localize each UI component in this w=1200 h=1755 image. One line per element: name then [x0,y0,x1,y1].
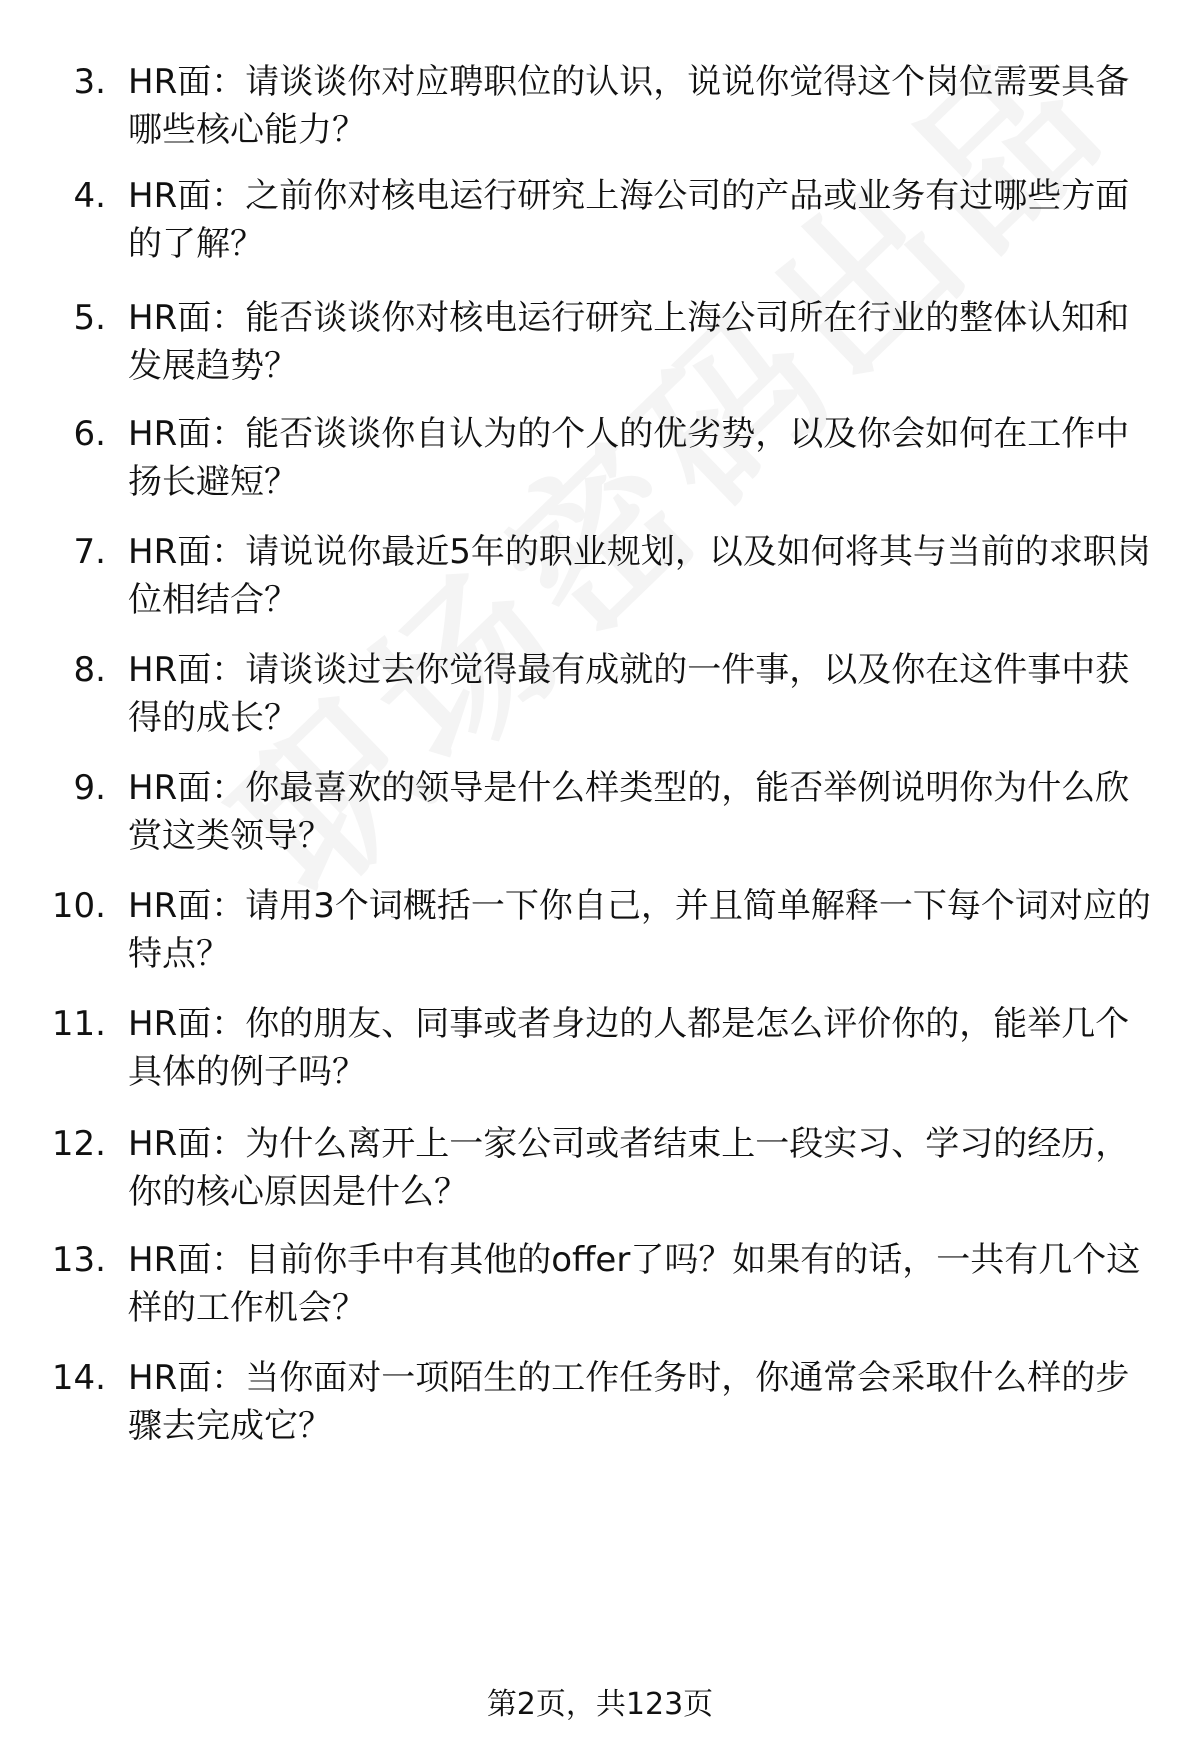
list-item [0,1354,1200,1464]
item-number: 5. [73,298,106,338]
list-item [0,1120,1200,1230]
question-text: HR面：为什么离开上一家公司或者结束上一段实习、学习的经历，你的核心原因是什么？ [128,1124,1130,1212]
item-number: 13. [51,1240,106,1280]
question-text: HR面：你最喜欢的领导是什么样类型的，能否举例说明你为什么欣赏这类领导？ [128,768,1130,856]
list-item [0,764,1200,874]
item-number: 12. [51,1124,106,1164]
item-number: 8. [73,650,106,690]
question-text: HR面：请谈谈过去你觉得最有成就的一件事，以及你在这件事中获得的成长？ [128,650,1130,738]
item-number: 10. [51,886,106,926]
question-text: HR面：请说说你最近5年的职业规划，以及如何将其与当前的求职岗位相结合？ [128,532,1151,620]
item-number: 6. [73,414,106,454]
list-item [0,1000,1200,1110]
item-number: 9. [73,768,106,808]
item-number: 7. [73,532,106,572]
question-text: HR面：你的朋友、同事或者身边的人都是怎么评价你的，能举几个具体的例子吗？ [128,1004,1130,1092]
question-text: HR面：能否谈谈你自认为的个人的优劣势，以及你会如何在工作中扬长避短？ [128,414,1130,502]
item-number: 11. [51,1004,106,1044]
list-item [0,882,1200,992]
list-item [0,1236,1200,1346]
question-text: HR面：请谈谈你对应聘职位的认识，说说你觉得这个岗位需要具备哪些核心能力？ [128,62,1130,150]
question-text: HR面：目前你手中有其他的offer了吗？如果有的话，一共有几个这样的工作机会？ [128,1240,1141,1328]
list-item [0,646,1200,756]
list-item [0,172,1200,282]
list-item [0,294,1200,404]
list-item [0,410,1200,520]
item-number: 14. [51,1358,106,1398]
item-number: 3. [73,62,106,102]
item-number: 4. [73,176,106,216]
list-item [0,528,1200,638]
page-footer: 第2页，共123页 [486,1687,714,1722]
list-item [0,58,1200,168]
question-text: HR面：请用3个词概括一下你自己，并且简单解释一下每个词对应的特点？ [128,886,1151,974]
question-text: HR面：当你面对一项陌生的工作任务时，你通常会采取什么样的步骤去完成它？ [128,1358,1130,1446]
question-text: HR面：能否谈谈你对核电运行研究上海公司所在行业的整体认知和发展趋势？ [128,298,1130,386]
question-text: HR面：之前你对核电运行研究上海公司的产品或业务有过哪些方面的了解？ [128,176,1130,264]
